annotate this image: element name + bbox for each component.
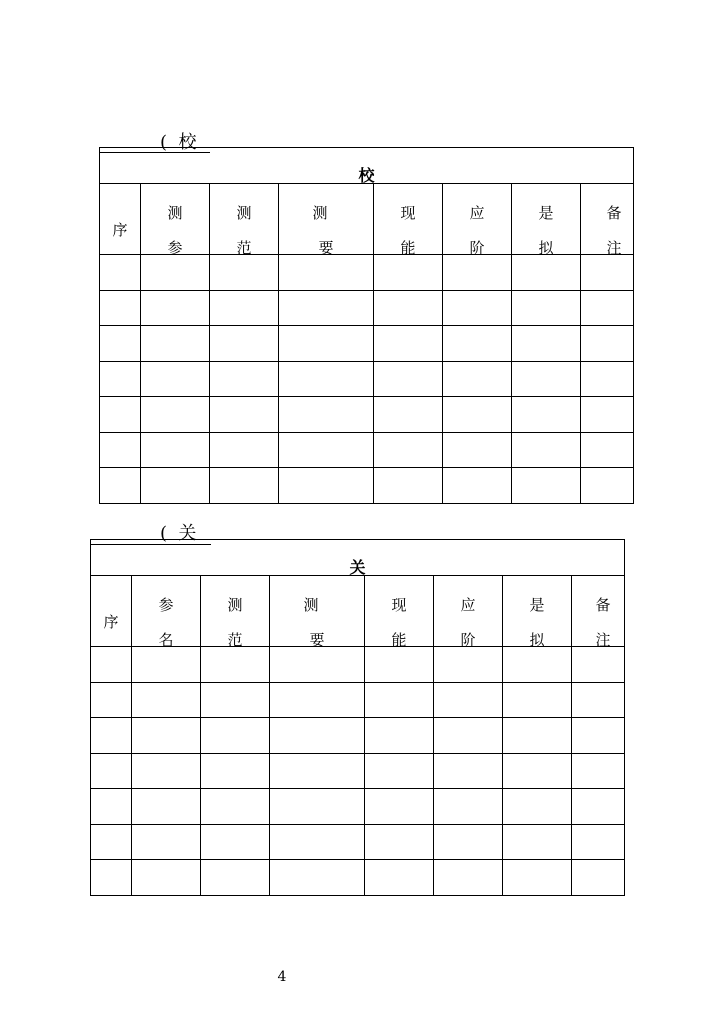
calibration-table-row <box>100 432 634 468</box>
calibration-table-row <box>100 468 634 504</box>
calibration-table-cell[interactable] <box>581 290 634 326</box>
calibration-table-cell[interactable] <box>210 432 279 468</box>
related-table-row <box>91 682 625 718</box>
column-header: 现 能 <box>374 184 443 255</box>
related-table-cell[interactable] <box>270 789 365 825</box>
related-table-cell[interactable] <box>91 789 132 825</box>
calibration-table-cell[interactable] <box>279 432 374 468</box>
related-table-cell[interactable] <box>434 647 503 683</box>
calibration-table-cell[interactable] <box>581 432 634 468</box>
calibration-table-cell[interactable] <box>374 255 443 291</box>
related-table-cell[interactable] <box>132 789 201 825</box>
related-table-cell[interactable] <box>434 860 503 896</box>
column-header: 参 名 <box>132 576 201 647</box>
related-table-row <box>91 647 625 683</box>
related-table <box>90 539 625 896</box>
related-table-cell[interactable] <box>434 789 503 825</box>
related-table-cell[interactable] <box>572 789 625 825</box>
related-table-cell[interactable] <box>503 718 572 754</box>
column-header: 是 拟 <box>503 576 572 647</box>
related-table-cell[interactable] <box>201 718 270 754</box>
related-table-cell[interactable] <box>270 718 365 754</box>
column-header: 测 参 <box>141 184 210 255</box>
calibration-table-cell[interactable] <box>443 255 512 291</box>
related-table-cell[interactable] <box>365 753 434 789</box>
calibration-table-cell[interactable] <box>374 326 443 362</box>
calibration-section-heading: ( 校 <box>160 132 197 153</box>
related-table-cell[interactable] <box>572 753 625 789</box>
related-table-cell[interactable] <box>201 860 270 896</box>
related-table-title: 关 <box>349 558 366 577</box>
related-table-cell[interactable] <box>91 860 132 896</box>
calibration-table-cell[interactable] <box>581 361 634 397</box>
calibration-table-row <box>100 255 634 291</box>
related-table-cell[interactable] <box>201 682 270 718</box>
calibration-table-cell[interactable] <box>374 397 443 433</box>
calibration-table-header-row <box>100 184 634 255</box>
related-table-cell[interactable] <box>503 753 572 789</box>
calibration-table-cell[interactable] <box>374 468 443 504</box>
calibration-table-cell[interactable] <box>279 397 374 433</box>
related-table-cell[interactable] <box>270 824 365 860</box>
calibration-table-cell[interactable] <box>512 432 581 468</box>
calibration-table-cell[interactable] <box>512 326 581 362</box>
calibration-table-cell[interactable] <box>210 397 279 433</box>
column-header: 应 阶 <box>434 576 503 647</box>
calibration-table-cell[interactable] <box>512 361 581 397</box>
related-table-cell[interactable] <box>365 860 434 896</box>
calibration-table-cell[interactable] <box>210 361 279 397</box>
related-table-cell[interactable] <box>91 718 132 754</box>
related-table-cell[interactable] <box>572 647 625 683</box>
related-table-cell[interactable] <box>434 753 503 789</box>
calibration-table-cell[interactable] <box>443 326 512 362</box>
related-table-cell[interactable] <box>503 647 572 683</box>
calibration-table-cell[interactable] <box>512 255 581 291</box>
calibration-table-title-cell <box>100 148 634 184</box>
related-table-row <box>91 718 625 754</box>
related-table-row <box>91 824 625 860</box>
related-table-cell[interactable] <box>270 860 365 896</box>
related-table-cell[interactable] <box>91 647 132 683</box>
related-table-cell[interactable] <box>503 682 572 718</box>
calibration-table-cell[interactable] <box>512 397 581 433</box>
calibration-table-row <box>100 397 634 433</box>
calibration-table-cell[interactable] <box>279 326 374 362</box>
related-table-row <box>91 860 625 896</box>
calibration-table-cell[interactable] <box>100 397 141 433</box>
related-table-title-cell <box>91 540 625 576</box>
calibration-table-cell[interactable] <box>443 468 512 504</box>
calibration-table-cell[interactable] <box>100 326 141 362</box>
column-header: 测 范 <box>210 184 279 255</box>
calibration-table-cell[interactable] <box>581 468 634 504</box>
calibration-table-cell[interactable] <box>141 361 210 397</box>
calibration-table-cell[interactable] <box>210 255 279 291</box>
column-header: 应 阶 <box>443 184 512 255</box>
column-header: 序 <box>91 576 132 647</box>
column-header: 测 要 <box>279 184 374 255</box>
column-header: 序 <box>100 184 141 255</box>
related-table-cell[interactable] <box>132 824 201 860</box>
related-table-cell[interactable] <box>132 753 201 789</box>
related-table-cell[interactable] <box>572 860 625 896</box>
calibration-table-cell[interactable] <box>210 326 279 362</box>
calibration-table <box>99 147 634 504</box>
related-table-cell[interactable] <box>201 824 270 860</box>
related-table-cell[interactable] <box>132 860 201 896</box>
related-table-header-row <box>91 576 625 647</box>
calibration-table-cell[interactable] <box>210 290 279 326</box>
calibration-table-cell[interactable] <box>443 290 512 326</box>
calibration-table-cell[interactable] <box>210 468 279 504</box>
calibration-table-cell[interactable] <box>100 290 141 326</box>
related-table-cell[interactable] <box>270 753 365 789</box>
related-section-heading: ( 关 <box>160 523 197 544</box>
calibration-table-cell[interactable] <box>581 255 634 291</box>
related-table-cell[interactable] <box>270 647 365 683</box>
related-table-cell[interactable] <box>270 682 365 718</box>
related-table-cell[interactable] <box>91 753 132 789</box>
calibration-table-title: 校 <box>358 166 375 185</box>
calibration-table-cell[interactable] <box>100 432 141 468</box>
calibration-table-row <box>100 326 634 362</box>
related-table-cell[interactable] <box>572 824 625 860</box>
page-number: 4 <box>277 969 287 985</box>
calibration-table-cell[interactable] <box>374 290 443 326</box>
related-table-cell[interactable] <box>201 647 270 683</box>
related-table-cell[interactable] <box>365 647 434 683</box>
calibration-table-cell[interactable] <box>100 361 141 397</box>
calibration-table-cell[interactable] <box>141 468 210 504</box>
related-table-cell[interactable] <box>365 789 434 825</box>
calibration-table-cell[interactable] <box>141 432 210 468</box>
calibration-table-row <box>100 361 634 397</box>
column-header: 备 注 <box>572 576 625 647</box>
calibration-table-cell[interactable] <box>512 290 581 326</box>
calibration-table-cell[interactable] <box>374 361 443 397</box>
calibration-table-cell[interactable] <box>141 397 210 433</box>
related-table-cell[interactable] <box>201 753 270 789</box>
related-table-cell[interactable] <box>434 824 503 860</box>
calibration-table-cell[interactable] <box>512 468 581 504</box>
column-header: 测 要 <box>270 576 365 647</box>
related-table-cell[interactable] <box>365 718 434 754</box>
calibration-table-cell[interactable] <box>443 432 512 468</box>
calibration-table-cell[interactable] <box>443 361 512 397</box>
related-table-cell[interactable] <box>503 860 572 896</box>
related-table-cell[interactable] <box>434 718 503 754</box>
calibration-table-cell[interactable] <box>279 290 374 326</box>
calibration-table-cell[interactable] <box>279 468 374 504</box>
related-table-cell[interactable] <box>132 682 201 718</box>
related-table-cell[interactable] <box>91 682 132 718</box>
related-table-cell[interactable] <box>132 718 201 754</box>
column-header: 是 拟 <box>512 184 581 255</box>
calibration-table-cell[interactable] <box>141 290 210 326</box>
related-table-cell[interactable] <box>572 682 625 718</box>
calibration-table-cell[interactable] <box>279 361 374 397</box>
related-table-cell[interactable] <box>365 682 434 718</box>
related-table-cell[interactable] <box>132 647 201 683</box>
column-header: 现 能 <box>365 576 434 647</box>
calibration-table-cell[interactable] <box>100 468 141 504</box>
calibration-table-cell[interactable] <box>581 326 634 362</box>
calibration-table-cell[interactable] <box>141 326 210 362</box>
related-table-row <box>91 789 625 825</box>
calibration-table-cell[interactable] <box>141 255 210 291</box>
related-table-cell[interactable] <box>365 824 434 860</box>
calibration-table-cell[interactable] <box>443 397 512 433</box>
calibration-table-cell[interactable] <box>374 432 443 468</box>
related-table-row <box>91 753 625 789</box>
related-table-cell[interactable] <box>503 824 572 860</box>
related-table-cell[interactable] <box>434 682 503 718</box>
calibration-table-row <box>100 290 634 326</box>
column-header: 备 注 <box>581 184 634 255</box>
calibration-table-cell[interactable] <box>279 255 374 291</box>
related-table-cell[interactable] <box>572 718 625 754</box>
related-table-cell[interactable] <box>91 824 132 860</box>
calibration-table-cell[interactable] <box>100 255 141 291</box>
related-table-cell[interactable] <box>503 789 572 825</box>
related-table-cell[interactable] <box>201 789 270 825</box>
column-header: 测 范 <box>201 576 270 647</box>
calibration-table-cell[interactable] <box>581 397 634 433</box>
